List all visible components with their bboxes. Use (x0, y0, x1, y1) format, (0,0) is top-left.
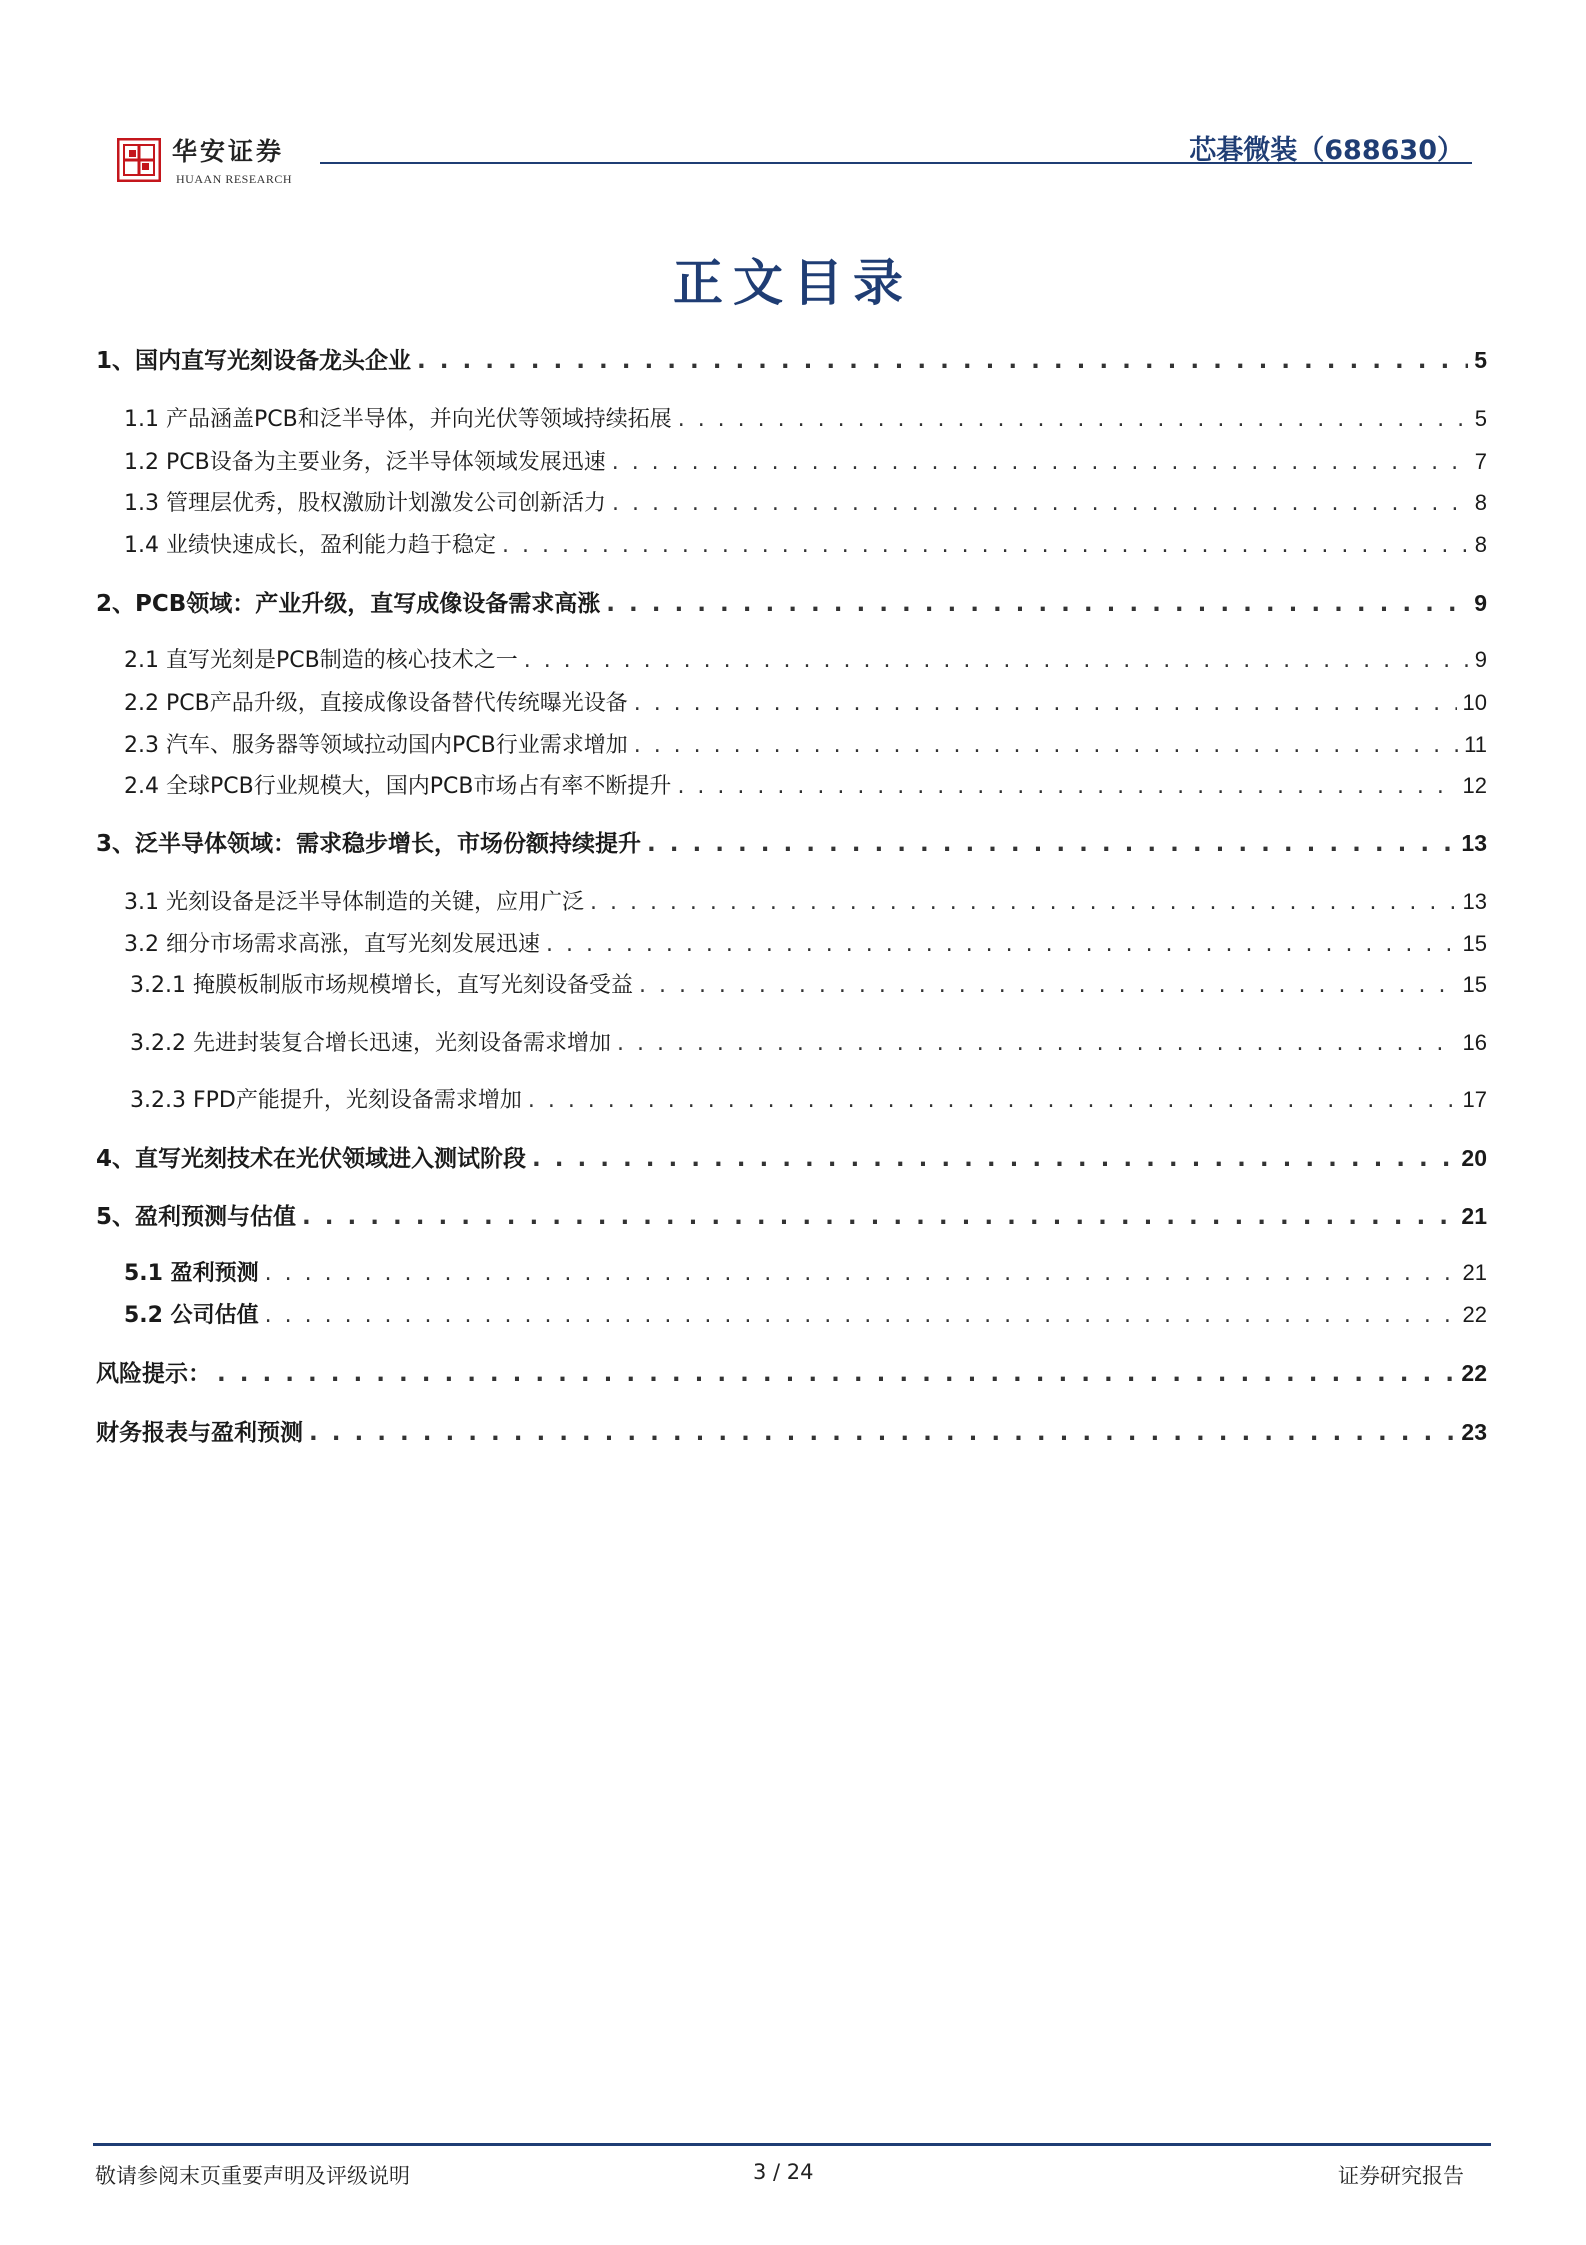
page-title: 正文目录 (673, 253, 913, 312)
toc-leader-dots (265, 1259, 1457, 1289)
toc-entry[interactable] (124, 488, 1487, 518)
toc-entry-page: 15 (1462, 931, 1487, 956)
toc-entry[interactable] (130, 1028, 1487, 1058)
toc-entry-page: 7 (1474, 449, 1487, 474)
toc-entry-page: 17 (1462, 1087, 1487, 1112)
toc-entry[interactable] (130, 1085, 1487, 1115)
toc-entry[interactable] (124, 530, 1487, 560)
toc-leader-dots (590, 888, 1457, 918)
toc-entry-page: 16 (1462, 1030, 1487, 1055)
toc-entry-title: 5.2 公司估值 (124, 1303, 259, 1328)
toc-leader-dots (634, 731, 1458, 761)
toc-entry[interactable] (96, 588, 1487, 618)
toc-entry[interactable] (124, 404, 1487, 434)
toc-entry[interactable] (124, 645, 1487, 675)
toc-entry-title: 3.2.2 先进封装复合增长迅速，光刻设备需求增加 (130, 1031, 611, 1056)
toc-entry-page: 10 (1462, 690, 1487, 715)
toc-entry-page: 22 (1461, 1360, 1487, 1386)
toc-leader-dots (634, 689, 1457, 719)
toc-leader-dots (647, 829, 1455, 859)
toc-entry-page: 13 (1461, 830, 1487, 856)
toc-entry[interactable] (96, 828, 1487, 858)
toc-entry-page: 8 (1474, 490, 1487, 515)
toc-leader-dots (612, 448, 1469, 478)
toc-leader-dots (532, 1144, 1455, 1174)
toc-entry[interactable] (96, 1358, 1487, 1388)
toc-entry[interactable] (124, 1300, 1487, 1330)
toc-entry-title: 2.4 全球PCB行业规模大，国内PCB市场占有率不断提升 (124, 774, 672, 799)
toc-leader-dots (617, 1029, 1457, 1059)
toc-entry-title: 4、直写光刻技术在光伏领域进入测试阶段 (96, 1146, 527, 1172)
toc-leader-dots (546, 930, 1457, 960)
toc-entry[interactable] (124, 771, 1487, 801)
toc-entry-title: 3、泛半导体领域：需求稳步增长，市场份额持续提升 (96, 831, 642, 857)
toc-entry-title: 1.4 业绩快速成长，盈利能力趋于稳定 (124, 533, 496, 558)
toc-entry[interactable] (96, 1143, 1487, 1173)
toc-entry[interactable] (124, 1258, 1487, 1288)
toc-entry-title: 1.3 管理层优秀，股权激励计划激发公司创新活力 (124, 491, 606, 516)
toc-entry-page: 8 (1474, 532, 1487, 557)
toc-entry-title: 1、国内直写光刻设备龙头企业 (96, 348, 412, 374)
toc-entry-page: 13 (1462, 889, 1487, 914)
toc-entry[interactable] (96, 1417, 1487, 1447)
toc-leader-dots (417, 346, 1468, 376)
toc-entry-page: 5 (1474, 406, 1487, 431)
toc-leader-dots (502, 531, 1469, 561)
toc-entry-page: 21 (1462, 1260, 1487, 1285)
footer-divider (93, 2143, 1491, 2146)
toc-entry[interactable] (124, 929, 1487, 959)
toc-entry-title: 2.2 PCB产品升级，直接成像设备替代传统曝光设备 (124, 691, 628, 716)
toc-leader-dots (528, 1086, 1457, 1116)
toc-entry-title: 2.3 汽车、服务器等领域拉动国内PCB行业需求增加 (124, 733, 628, 758)
toc-leader-dots (217, 1359, 1455, 1389)
toc-entry-page: 11 (1464, 732, 1487, 757)
toc-entry[interactable] (96, 1201, 1487, 1231)
toc-entry[interactable] (130, 970, 1487, 1000)
page-number: 3 / 24 (753, 2160, 814, 2184)
toc-entry-title: 风险提示： (96, 1361, 211, 1387)
toc-entry-title: 1.1 产品涵盖PCB和泛半导体，并向光伏等领域持续拓展 (124, 407, 672, 432)
toc-entry[interactable] (124, 447, 1487, 477)
toc-leader-dots (677, 772, 1456, 802)
footer-disclaimer: 敬请参阅末页重要声明及评级说明 (95, 2164, 410, 2188)
toc-entry-title: 2.1 直写光刻是PCB制造的核心技术之一 (124, 648, 518, 673)
toc-leader-dots (612, 489, 1469, 519)
toc-entry-title: 2、PCB领域：产业升级，直写成像设备需求高涨 (96, 591, 601, 617)
toc-leader-dots (309, 1418, 1455, 1448)
logo-subtext: HUAAN RESEARCH (176, 172, 293, 186)
toc-entry-page: 22 (1462, 1302, 1487, 1327)
toc-entry-page: 12 (1462, 773, 1487, 798)
toc-entry-page: 9 (1474, 647, 1487, 672)
toc-leader-dots (265, 1301, 1457, 1331)
toc-leader-dots (639, 971, 1457, 1001)
toc-entry-title: 5、盈利预测与估值 (96, 1204, 297, 1230)
toc-entry-page: 23 (1461, 1419, 1487, 1445)
toc-entry-page: 9 (1474, 590, 1487, 616)
toc-entry-title: 财务报表与盈利预测 (96, 1420, 303, 1446)
toc-entry[interactable] (96, 345, 1487, 375)
toc-entry-title: 3.2 细分市场需求高涨，直写光刻发展迅速 (124, 932, 540, 957)
toc-entry-title: 3.2.1 掩膜板制版市场规模增长，直写光刻设备受益 (130, 973, 633, 998)
toc-entry[interactable] (124, 730, 1487, 760)
company-name: 芯碁微装（688630） (1189, 135, 1464, 166)
footer-report-type: 证券研究报告 (1338, 2164, 1464, 2188)
huaan-logo-icon (117, 138, 161, 182)
toc-entry-title: 1.2 PCB设备为主要业务，泛半导体领域发展迅速 (124, 450, 606, 475)
toc-leader-dots (524, 646, 1469, 676)
toc-entry-title: 3.1 光刻设备是泛半导体制造的关键，应用广泛 (124, 890, 584, 915)
toc-leader-dots (678, 405, 1469, 435)
toc-leader-dots (606, 589, 1468, 619)
toc-entry-page: 5 (1474, 347, 1487, 373)
logo-text: 华安证券 (172, 137, 285, 166)
toc-entry-page: 15 (1462, 972, 1487, 997)
toc-entry-title: 3.2.3 FPD产能提升，光刻设备需求增加 (130, 1088, 522, 1113)
toc-entry-page: 21 (1461, 1203, 1487, 1229)
toc-leader-dots (302, 1202, 1455, 1232)
toc-entry-page: 20 (1461, 1145, 1487, 1171)
toc-entry[interactable] (124, 688, 1487, 718)
toc-entry[interactable] (124, 887, 1487, 917)
toc-entry-title: 5.1 盈利预测 (124, 1261, 259, 1286)
header-divider (320, 162, 1472, 164)
page-header (0, 0, 1586, 200)
